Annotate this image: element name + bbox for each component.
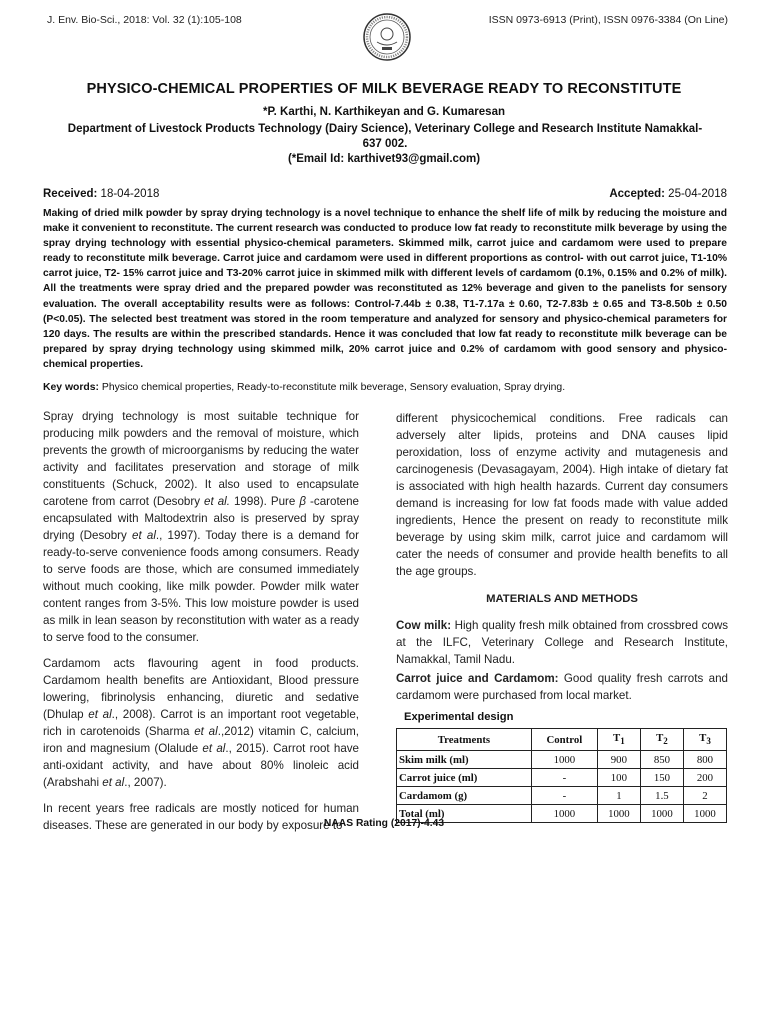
accepted: Accepted: 25-04-2018	[609, 188, 727, 200]
right-column	[396, 410, 728, 706]
col-header: $T_2$	[640, 729, 683, 751]
experimental-design-table	[396, 728, 727, 823]
table-header-row	[397, 729, 727, 751]
journal-reference: J. Env. Bio-Sci., 2018: Vol. 32 (1):105-108	[47, 14, 242, 26]
affiliation: Department of Livestock Products Technology (Dairy Science), Veterinary College and Research Institute Namakkal-637 002.	[67, 123, 703, 150]
col-header: Treatments	[397, 729, 532, 751]
col-header: $T_3$	[683, 729, 726, 751]
paper-title: PHYSICO-CHEMICAL PROPERTIES OF MILK BEVERAGE READY TO RECONSTITUTE	[86, 81, 682, 97]
table-row: Skim milk (ml) 1000 900 850 800	[397, 751, 727, 769]
received: Received: 18-04-2018	[43, 188, 160, 200]
intro-paragraph-4: different physicochemical conditions. Free radicals can adversely alter lipids, proteins and DNA causes lipid peroxidation, loss of enzyme activity and mutagenesis and carcinogenesis (Devasagayam, 2004). High intake of dietary fat is associated with high health hazards. Current day consumers demand is increasing for low fat foods made with value added ingredients, Hence the present on ready to reconstitute milk beverage by using skim milk, carrot juice and cardamom will cater the needs of consumer and provide health benefits to all the age groups.	[396, 412, 728, 578]
abstract: Making of dried milk powder by spray drying technology is a novel technique to enhance the shelf life of milk by reducing the moisture and make it convenient to reconstitute. The current research was conducted to produce low fat ready to reconstitute milk beverage by using the spray drying technology with essential physico-chemical parameters. Skimmed milk, carrot juice and cardamom were used to prepare ready to reconstitute milk beverage. Carrot juice and cardamom were used in different proportions as control- with out carrot juice, T1-10% carrot juice, T2- 15% carrot juice and T3-20% carrot juice in skimmed milk with different levels of cardamom (0.1%, 0.15% and 0.2% of milk). All the treatments were spray dried and the prepared powder was reconstituted as 12% beverage and given to the panelists for sensory evaluation. The overall acceptability results were as follows: Control-7.44b ± 0.38, T1-7.17a ± 0.60, T2-7.83b ± 0.65 and T3-8.50b ± 0.50 (P<0.05). The selected best treatment was stored in the room temperature and analyzed for sensory and physico-chemical parameters for 120 days. The results are within the prescribed standards. Hence it was concluded that low fat ready to reconstitute milk beverage can be prepared by spray drying technology using skimmed milk, 20% carrot juice and 0.2% of cardamom with good sensory and physico-chemical properties.	[43, 208, 727, 370]
intro-paragraph-2: Cardamom acts flavouring agent in food products. Cardamom health benefits are Antioxidant, Blood pressure lowering, fibrinolysis enhancing, diuretic and sedative (Dhulap et al., 2008). Carrot is an important root vegetable, rich in carotenoids (Sharma et al.,2012) vitamin C, calcium, iron and magnesium (Olalude et al., 2015). Carrot root have anti-oxidant activity, and have about 80% linoleic acid (Arabshahi et al., 2007).	[43, 657, 360, 789]
left-column	[43, 408, 359, 843]
table-row: Cardamom (g) - 1 1.5 2	[397, 787, 727, 805]
intro-paragraph-3: In recent years free radicals are mostly noticed for human diseases. These are generated in our body by exposure to	[43, 802, 359, 832]
issn-info: ISSN 0973-6913 (Print), ISSN 0976-3384 (On Line)	[488, 14, 728, 26]
carrot-cardamom-paragraph: Carrot juice and Cardamom: Good quality fresh carrots and cardamom were purchased from local market.	[396, 672, 729, 702]
society-seal-logo	[362, 12, 412, 62]
col-header: $T_1$	[597, 729, 640, 751]
table-row: Carrot juice (ml) - 100 150 200	[397, 769, 727, 787]
email: (*Email Id: karthivet93@gmail.com)	[287, 153, 481, 165]
table-row: Total (ml) 1000 1000 1000 1000	[397, 805, 727, 823]
col-header: Control	[531, 729, 597, 751]
cow-milk-paragraph: Cow milk: High quality fresh milk obtained from crossbred cows at the ILFC, Veterinary College and Research Institute, Namakkal, Tamil Nadu.	[396, 619, 728, 666]
dates-row	[43, 188, 727, 200]
keywords: Key words: Physico chemical properties, Ready-to-reconstitute milk beverage, Sensory evaluation, Spray drying.	[43, 382, 566, 393]
section-heading-materials-methods: MATERIALS AND METHODS	[486, 593, 638, 605]
naas-rating-footer: NAAS Rating (2017)-4.43	[323, 818, 445, 829]
authors: *P. Karthi, N. Karthikeyan and G. Kumaresan	[262, 106, 505, 118]
table-caption: Experimental design	[404, 711, 514, 723]
intro-paragraph-1: Spray drying technology is most suitable technique for producing milk powders and the removal of moisture, which prevents the growth of microorganisms by reducing the water activity and facilitates preservation and storage of milk constituents (Schuck, 2002). It also used to encapsulate carotene from carrot (Desobry et al. 1998). Pure β -carotene encapsulated with Maltodextrin also is preserved by spray drying (Desobry et al., 1997). Today there is a demand for ready-to-serve convenience foods among consumers. Ready to serve foods are those, which are consumed immediately without much cooking, like milk powder. Powder milk water content ranges from 3-5%. This low moisture powder is used as milk in lean season by reconstitution with water as a ready to serve food to the consumer.	[43, 410, 360, 644]
